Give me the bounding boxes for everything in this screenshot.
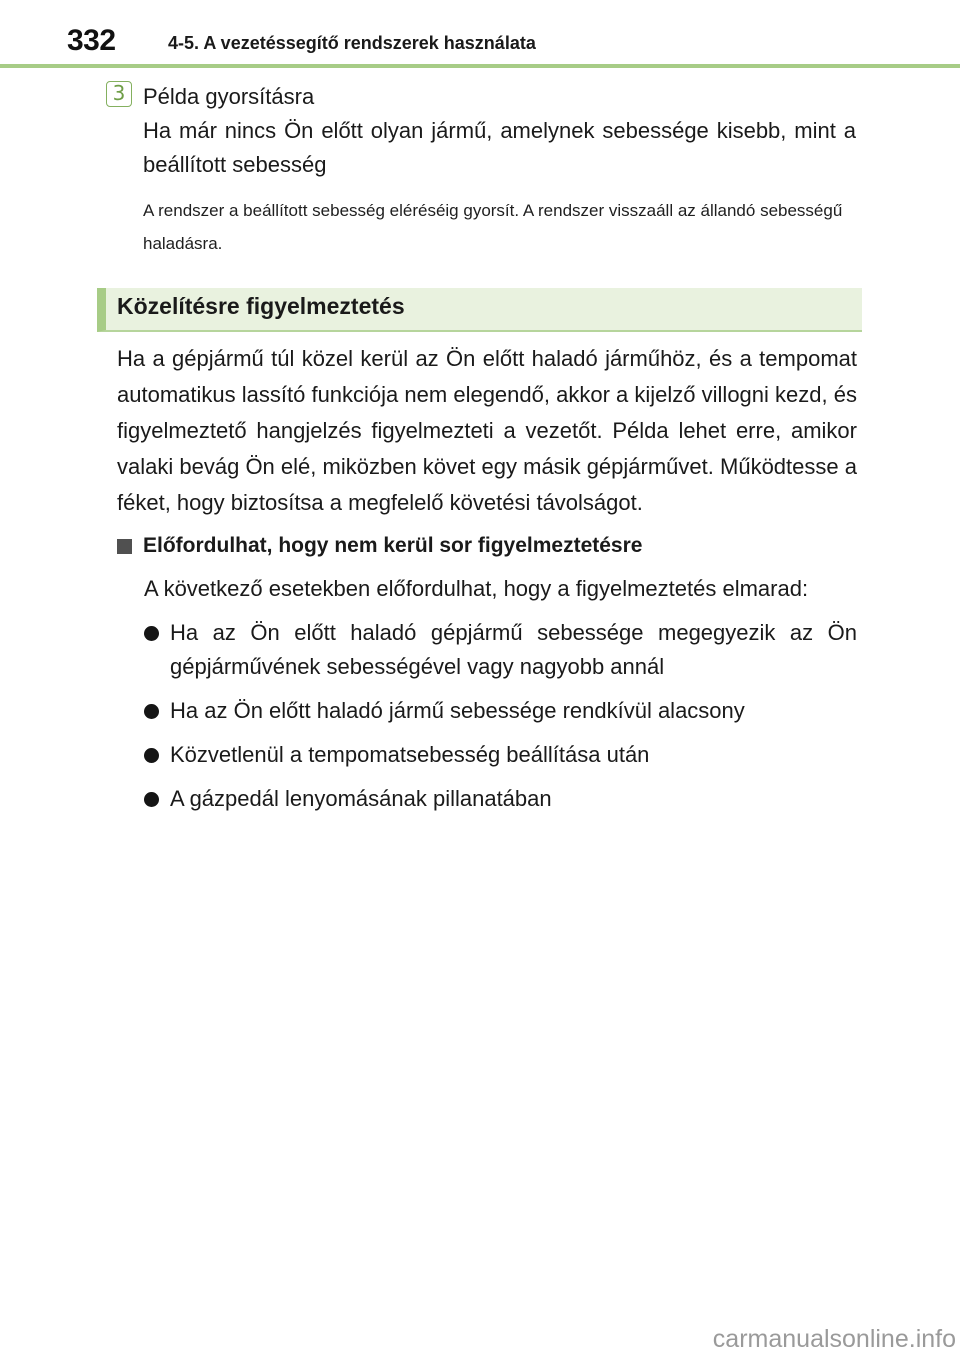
list-item-text: A gázpedál lenyomásának pillanatában bbox=[170, 786, 552, 811]
step-title: Példa gyorsításra bbox=[143, 84, 315, 109]
square-bullet-icon bbox=[117, 539, 132, 554]
list-item bbox=[144, 616, 857, 684]
chapter-title: 4-5. A vezetéssegítő rendszerek használata bbox=[168, 33, 536, 53]
list-item-text: Közvetlenül a tempomatsebesség beállítása után bbox=[170, 742, 650, 767]
step-note: A rendszer a beállított sebesség eléréséig gyorsít. A rendszer visszaáll az állandó sebességű haladásra. bbox=[143, 201, 843, 253]
header-divider bbox=[0, 64, 960, 68]
page-header bbox=[67, 24, 960, 64]
section-heading-bar bbox=[97, 288, 862, 332]
section-heading: Közelítésre figyelmeztetés bbox=[117, 293, 405, 319]
list-item bbox=[144, 694, 857, 728]
condition-list bbox=[144, 616, 857, 826]
bullet-dot-icon bbox=[144, 704, 159, 719]
step-description: Ha már nincs Ön előtt olyan jármű, amelynek sebessége kisebb, mint a beállított sebesség bbox=[143, 118, 856, 177]
list-item bbox=[144, 782, 857, 816]
watermark: carmanualsonline.info bbox=[712, 1325, 956, 1353]
bullet-dot-icon bbox=[144, 626, 159, 641]
subheading bbox=[117, 529, 857, 563]
page-number: 332 bbox=[67, 24, 116, 57]
list-intro: A következő esetekben előfordulhat, hogy a figyelmeztetés elmarad: bbox=[144, 576, 809, 601]
list-item-text: Ha az Ön előtt haladó gépjármű sebessége megegyezik az Ön gépjárművének sebességével vagy nagyobb annál bbox=[170, 620, 857, 679]
bullet-dot-icon bbox=[144, 748, 159, 763]
list-item-text: Ha az Ön előtt haladó jármű sebessége rendkívül alacsony bbox=[170, 698, 745, 723]
bullet-dot-icon bbox=[144, 792, 159, 807]
section-paragraph: Ha a gépjármű túl közel kerül az Ön előtt haladó járműhöz, és a tempomat automatikus lassító funkciója nem elegendő, akkor a kijelző villogni kezd, és figyelmeztető hangjelzés figyelmezteti a vezetőt. Példa lehet erre, amikor valaki bevág Ön elé, miközben követ egy másik gépjárművet. Működtesse a féket, hogy biztosítsa a megfelelő követési távolságot. bbox=[117, 346, 857, 515]
subheading-text: Előfordulhat, hogy nem kerül sor figyelmeztetésre bbox=[143, 534, 643, 557]
step-number-badge: 3 bbox=[106, 81, 132, 107]
list-item bbox=[144, 738, 857, 772]
